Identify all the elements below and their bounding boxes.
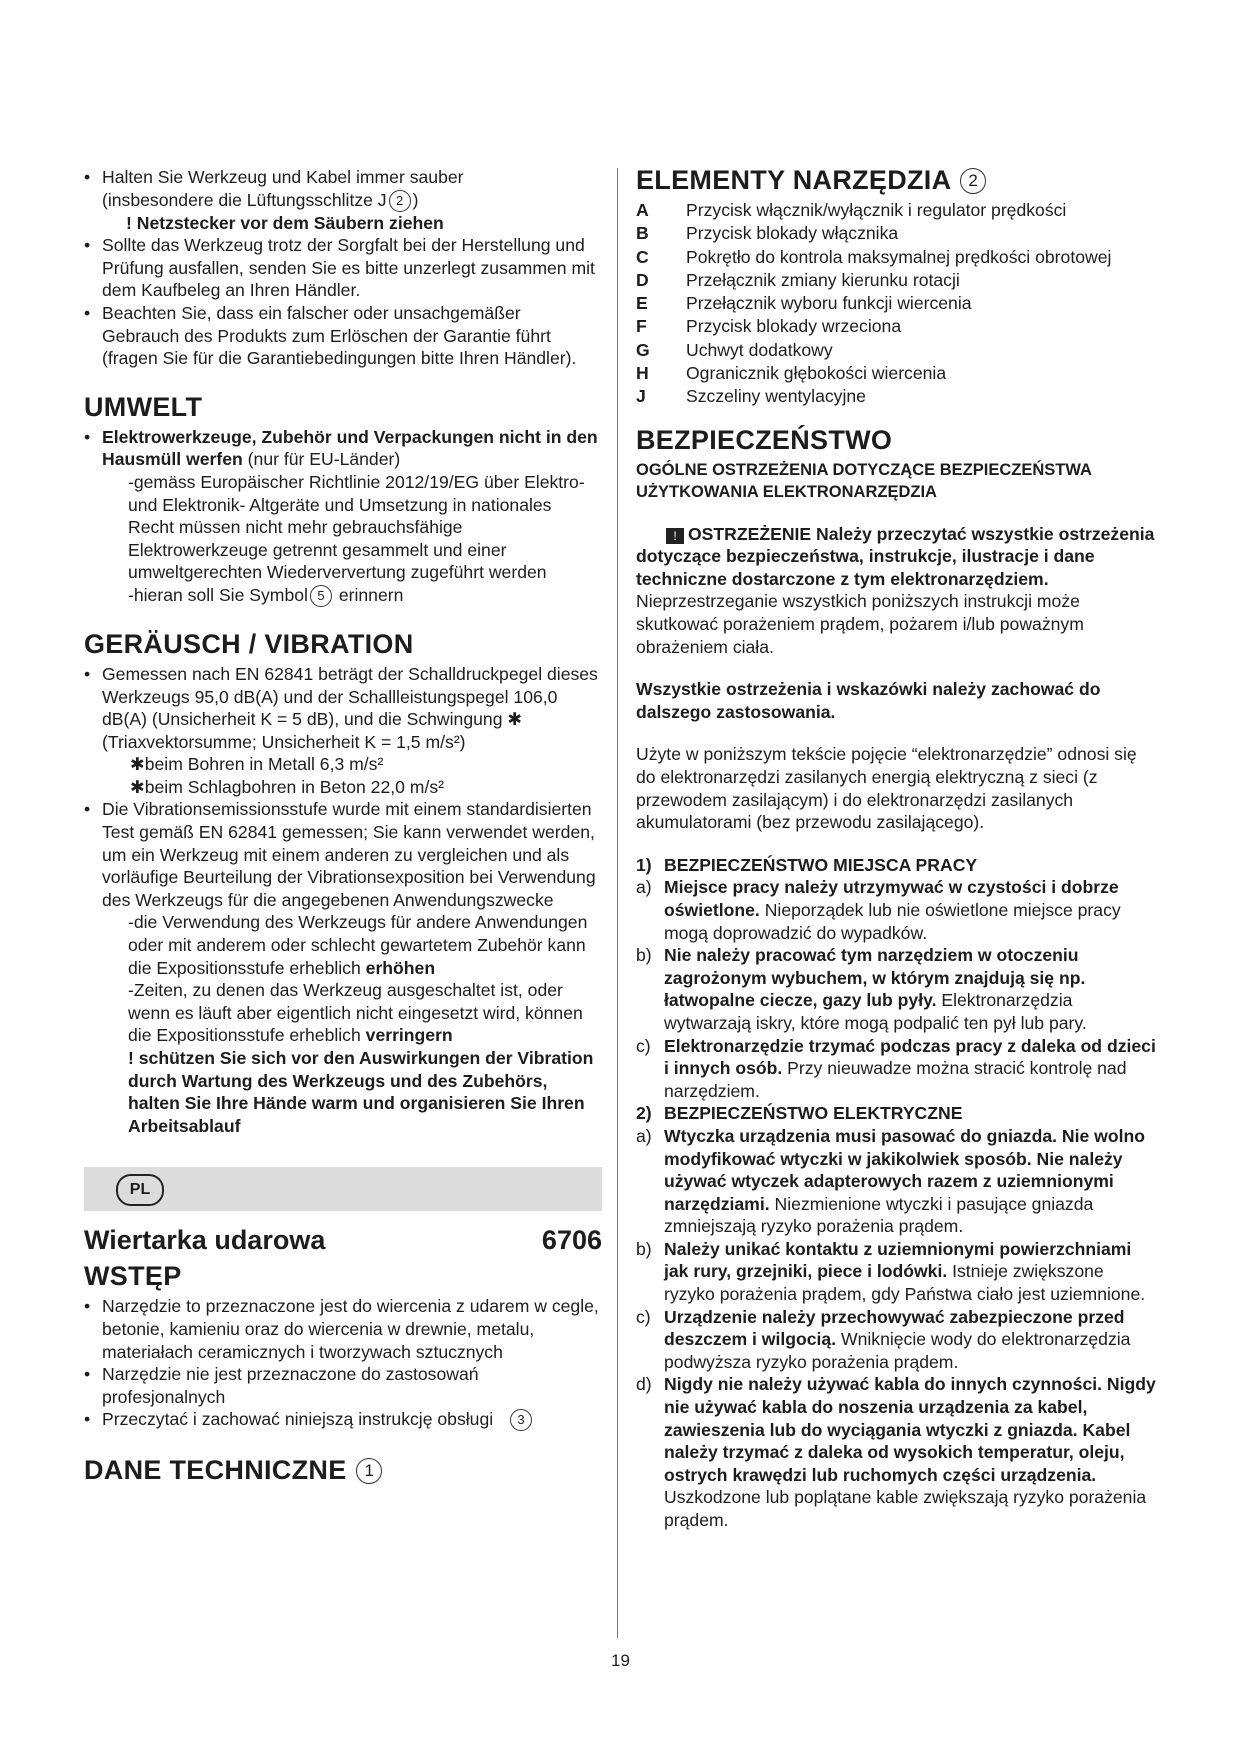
list-item: • Gemessen nach EN 62841 beträgt der Schalldruckpegel dieses Werkzeugs 95,0 dB(A) und der Schallleistungspegel 106,0 dB(A) (Unsicherheit K = 5 dB), und die Schwingung ✱ (Triaxvektorsumme; Unsicherheit K = 1,5 m/s²) xyxy=(84,663,602,753)
safety-section-1 xyxy=(636,854,1156,1103)
language-bar xyxy=(84,1167,602,1211)
list-item: • Halten Sie Werkzeug und Kabel immer sauber (insbesondere die Lüftungsschlitze J 2 ) xyxy=(84,166,602,212)
ref-2-icon: 2 xyxy=(389,190,411,212)
noise-heading: GERÄUSCH / VIBRATION xyxy=(84,628,414,659)
care-note: ! Netzstecker vor dem Säubern ziehen xyxy=(126,212,444,233)
ref-1-icon: 1 xyxy=(356,1458,382,1484)
list-item: C Pokrętło do kontrola maksymalnej prędkości obrotowej xyxy=(636,246,1112,267)
definition-text: Użyte w poniższym tekście pojęcie “elektronarzędzie” odnosi się do elektronarzędzi zasilanych energią elektryczną z sieci (z przewodem zasilającym) i do elektronarzędzi zasilanych akumulatorami (bez przewodu zasilającego). xyxy=(636,744,1137,833)
intro-heading: WSTĘP xyxy=(84,1261,182,1292)
product-title: Wiertarka udarowa xyxy=(84,1225,326,1256)
list-item: B Przycisk blokady włącznika xyxy=(636,223,899,244)
tech-heading: DANE TECHNICZNE 1 xyxy=(84,1453,602,1487)
list-item: a) Wtyczka urządzenia musi pasować do gniazda. Nie wolno modyfikować wtyczki w jakikolwiek sposób. Nie należy używać wtyczek adapterowych razem z uziemnionymi narzędziami. Niezmienione wtyczki i pasujące gniazda zmniejszają ryzyko porażenia prądem. xyxy=(636,1125,1145,1237)
umwelt-text: -gemäss Europäischer Richtlinie 2012/19/EG über Elektro- und Elektronik- Altgeräte und Umsetzung in nationales Recht müssen nicht mehr gebrauchsfähige Elektrowerkzeuge getrennt gesammelt und einer umweltgerechten Wiederververtung zugeführt werden xyxy=(128,471,585,583)
section-title: 1) BEZPIECZEŃSTWO MIEJSCA PRACY xyxy=(636,854,978,875)
product-title-row xyxy=(84,1223,602,1257)
safety-section-2 xyxy=(636,1102,1156,1531)
general-warning: ! OSTRZEŻENIE Należy przeczytać wszystkie ostrzeżenia dotyczące bezpieczeństwa, instrukcje, ilustracje i dane techniczne dostarczone z tym elektronarzędziem. Nieprzestrzeganie wszystkich poniższych instrukcji może skutkować porażeniem prądem, pożarem i/lub poważnym obrażeniem ciała. xyxy=(636,523,1155,657)
noise-value-2: ✱beim Schlagbohren in Beton 22,0 m/s² xyxy=(130,776,445,797)
vibration-list xyxy=(84,798,602,911)
elements-list xyxy=(636,199,1156,409)
ref-3-icon: 3 xyxy=(510,1409,532,1431)
list-item: • Beachten Sie, dass ein falscher oder unsachgemäßer Gebrauch des Produkts zum Erlöschen der Garantie führt (fragen Sie für die Garantiebedingungen bitte Ihren Händler). xyxy=(84,302,602,370)
umwelt-symbol-note: -hieran soll Sie Symbol 5 erinnern xyxy=(128,584,404,605)
list-item: a) Miejsce pracy należy utrzymywać w czystości i dobrze oświetlone. Nieporządek lub nie oświetlone miejsce pracy mogą doprowadzić do wypadków. xyxy=(636,877,1121,943)
noise-list xyxy=(84,663,602,753)
list-item: J Szczeliny wentylacyjne xyxy=(636,386,866,407)
vibration-note-1: -die Verwendung des Werkzeugs für andere Anwendungen oder mit anderem oder schlecht gewartetem Zubehör kann die Expositionsstufe erheblich erhöhen xyxy=(128,912,588,978)
list-item: • Die Vibrationsemissionsstufe wurde mit einem standardisierten Test gemäß EN 62841 gemessen; Sie kann verwendet werden, um ein Werkzeug mit einem anderen zu vergleichen und als vorläufige Beurteilung der Vibrationsexposition bei Verwendung des Werkzeugs für die angegebenen Anwendungszwecke xyxy=(84,798,602,911)
intro-list xyxy=(84,1295,602,1431)
umwelt-list xyxy=(84,426,602,471)
vibration-warning: ! schützen Sie sich vor den Auswirkungen der Vibration durch Wartung des Werkzeugs und des Zubehörs, halten Sie Ihre Hände warm und organisieren Sie Ihren Arbeitsablauf xyxy=(128,1048,594,1136)
list-item: F Przycisk blokady wrzeciona xyxy=(636,316,902,337)
section-title: 2) BEZPIECZEŃSTWO ELEKTRYCZNE xyxy=(636,1103,963,1124)
list-item: b) Nie należy pracować tym narzędziem w otoczeniu zagrożonym wybuchem, w którym znajdują się np. łatwopalne ciecze, gazy lub pyły. Elektronarzędzia wytwarzają iskry, które mogą podpalić ten pył lub pary. xyxy=(636,945,1087,1033)
list-item: c) Urządzenie należy przechowywać zabezpieczone przed deszczem i wilgocią. Wniknięcie wody do elektronarzędzia podwyższa ryzyko porażenia prądem. xyxy=(636,1306,1131,1372)
page-number: 19 xyxy=(611,1651,630,1670)
left-column xyxy=(84,166,602,1487)
ref-5-icon: 5 xyxy=(310,585,332,607)
list-item: • Przeczytać i zachować niniejszą instrukcję obsługi 3 xyxy=(84,1408,602,1431)
safety-heading: BEZPIECZEŃSTWO xyxy=(636,424,893,455)
list-item: d) Nigdy nie należy używać kabla do innych czynności. Nigdy nie używać kabla do noszenia urządzenia za kabel, zawieszenia lub do wyciągania wtyczki z gniazda. Kabel należy trzymać z daleka od wysokich temperatur, oleju, ostrych krawędzi lub ruchomych części urządzenia. Uszkodzone lub poplątane kable zwiększają ryzyko porażenia prądem. xyxy=(636,1374,1156,1531)
list-item: • Narzędzie to przeznaczone jest do wiercenia z udarem w cegle, betonie, kamieniu oraz do wiercenia w drewnie, metalu, materiałach ceramicznych i tworzywach sztucznych xyxy=(84,1295,602,1363)
list-item: D Przełącznik zmiany kierunku rotacji xyxy=(636,269,960,290)
warning-icon: ! xyxy=(666,528,684,544)
list-item: b) Należy unikać kontaktu z uziemnionymi powierzchniami jak rury, grzejniki, piece i lodówki. Istnieje zwiększone ryzyko porażenia prądem, gdy Państwa ciało jest uziemnione. xyxy=(636,1238,1146,1305)
care-list xyxy=(84,166,602,212)
vibration-note-2: -Zeiten, zu denen das Werkzeug ausgeschaltet ist, oder wenn es läuft aber eigentlich nicht eingesetzt wird, können die Expositionsstufe erheblich verringern xyxy=(128,980,583,1046)
right-column xyxy=(636,163,1156,1532)
list-item: • Elektrowerkzeuge, Zubehör und Verpackungen nicht in den Hausmüll werfen (nur für EU-Länder) xyxy=(84,426,602,471)
list-item: E Przełącznik wyboru funkcji wiercenia xyxy=(636,293,972,314)
list-item: A Przycisk włącznik/wyłącznik i regulator prędkości xyxy=(636,200,1067,220)
safety-subheading: OGÓLNE OSTRZEŻENIA DOTYCZĄCE BEZPIECZEŃSTWA UŻYTKOWANIA ELEKTRONARZĘDZIA xyxy=(636,460,1092,501)
umwelt-heading: UMWELT xyxy=(84,391,203,422)
ref-2-icon: 2 xyxy=(960,168,986,194)
elements-heading: ELEMENTY NARZĘDZIA 2 xyxy=(636,163,1156,197)
language-badge: PL xyxy=(116,1174,164,1206)
care-list-2 xyxy=(84,234,602,370)
list-item: • Sollte das Werkzeug trotz der Sorgfalt bei der Herstellung und Prüfung ausfallen, senden Sie es bitte unzerlegt zusammen mit dem Kaufbeleg an Ihren Händler. xyxy=(84,234,602,302)
keep-instructions: Wszystkie ostrzeżenia i wskazówki należy zachować do dalszego zastosowania. xyxy=(636,679,1101,722)
product-number: 6706 xyxy=(541,1225,602,1256)
list-item: H Ogranicznik głębokości wiercenia xyxy=(636,363,947,384)
column-divider xyxy=(617,168,618,1638)
list-item: c) Elektronarzędzie trzymać podczas pracy z daleka od dzieci i innych osób. Przy nieuwadze można stracić kontrolę nad narzędziem. xyxy=(636,1035,1156,1101)
list-item: • Narzędzie nie jest przeznaczone do zastosowań profesjonalnych xyxy=(84,1363,602,1408)
list-item: G Uchwyt dodatkowy xyxy=(636,339,833,360)
noise-value-1: ✱beim Bohren in Metall 6,3 m/s² xyxy=(130,754,384,775)
